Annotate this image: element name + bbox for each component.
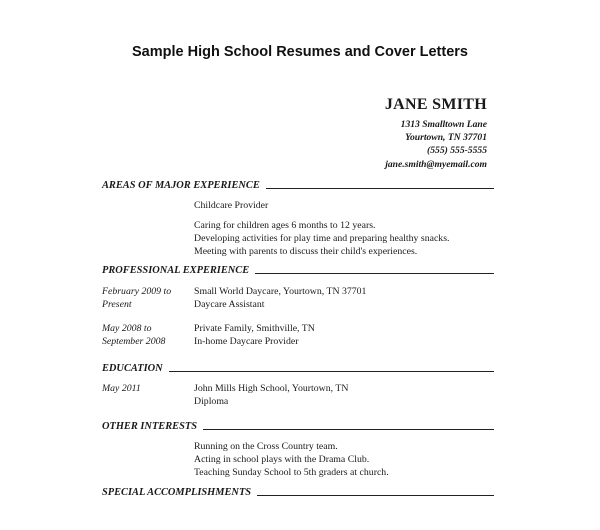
experience-item: Childcare Provider (194, 200, 269, 211)
job-details (194, 322, 315, 348)
section-education (102, 363, 494, 407)
job-employer: Small World Daycare, Yourtown, TN 37701 (194, 286, 367, 297)
section-major-experience (102, 180, 494, 257)
section-title: PROFESSIONAL EXPERIENCE (102, 265, 255, 276)
job-date-end: September 2008 (102, 336, 166, 347)
interest-item: Acting in school plays with the Drama Club. (194, 454, 370, 465)
phone-number: (555) 555-5555 (427, 145, 487, 157)
contact-block (385, 96, 487, 171)
experience-bullet: Meeting with parents to discuss their child's experiences. (194, 246, 418, 257)
education-date: May 2011 (102, 383, 141, 394)
candidate-name: JANE SMITH (384, 96, 487, 113)
section-professional-experience (102, 265, 494, 347)
section-header (102, 180, 494, 192)
school-name: John Mills High School, Yourtown, TN (194, 383, 349, 394)
job-dates (102, 285, 171, 311)
job-date-end: Present (102, 299, 132, 310)
experience-bullet: Caring for children ages 6 months to 12 years. (194, 220, 376, 231)
job-role: In-home Daycare Provider (194, 336, 299, 347)
section-title: OTHER INTERESTS (102, 421, 203, 432)
job-date-start: May 2008 to (102, 323, 152, 334)
page-heading: Sample High School Resumes and Cover Letters (131, 44, 468, 60)
job-date-start: February 2009 to (102, 286, 172, 297)
email-address: jane.smith@myemail.com (385, 158, 487, 170)
job-employer: Private Family, Smithville, TN (194, 323, 315, 334)
address-line-1: 1313 Smalltown Lane (400, 119, 487, 130)
section-header (102, 421, 494, 433)
job-dates (102, 322, 165, 348)
job-role: Daycare Assistant (194, 299, 265, 310)
education-details (194, 382, 348, 408)
interest-item: Running on the Cross Country team. (194, 441, 338, 452)
section-other-interests (102, 421, 494, 478)
job-details (194, 285, 366, 311)
section-header (102, 363, 494, 375)
section-header (102, 265, 494, 277)
section-title: AREAS OF MAJOR EXPERIENCE (102, 180, 266, 191)
degree: Diploma (194, 396, 229, 407)
experience-bullet: Developing activities for play time and preparing healthy snacks. (194, 233, 450, 244)
address-line-2: Yourtown, TN 37701 (405, 132, 487, 144)
interest-item: Teaching Sunday School to 5th graders at church. (194, 467, 389, 478)
section-special-accomplishments (102, 487, 494, 499)
section-title: EDUCATION (102, 363, 169, 374)
section-header (102, 487, 494, 499)
section-title: SPECIAL ACCOMPLISHMENTS (102, 487, 257, 498)
